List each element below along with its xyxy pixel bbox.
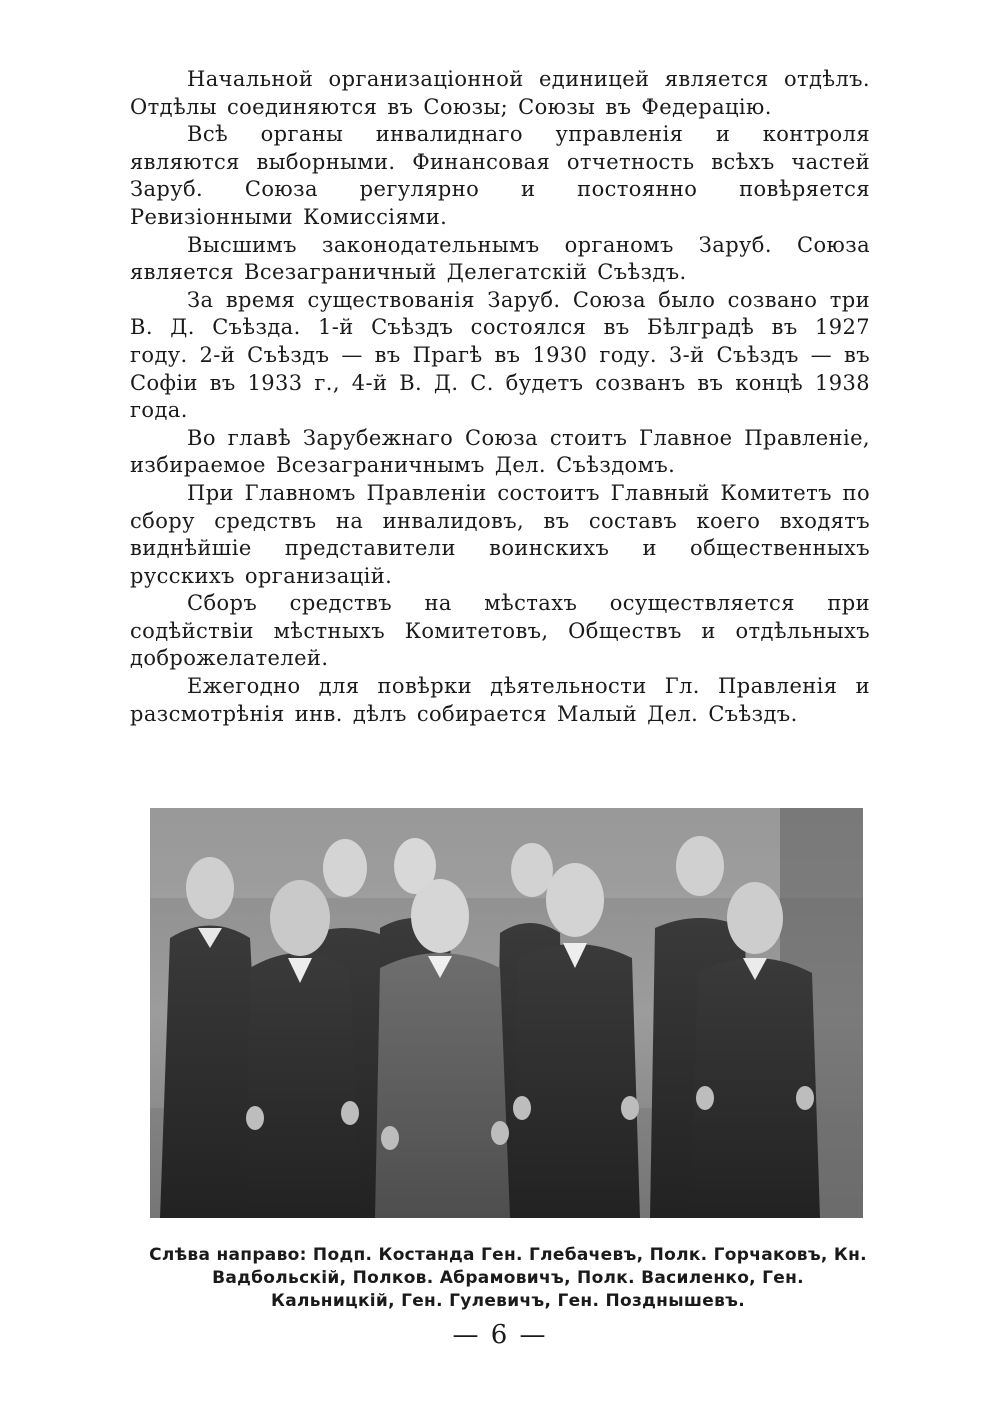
group-photograph (150, 808, 863, 1218)
paragraph: Начальной организаціонной единицей является отдѣлъ. Отдѣлы соединяются въ Союзы; Союзы въ Федерацію. (130, 67, 870, 119)
paragraph: Всѣ органы инвалиднаго управленія и контроля являются выборными. Финансовая отчетность всѣхъ частей Заруб. Союза регулярно и постоянно повѣряется Ревизіонными Комиссіями. (130, 122, 870, 229)
paragraph: Во главѣ Зарубежнаго Союза стоитъ Главное Правленіе, избираемое Всезаграничнымъ Дел. Съѣздомъ. (130, 425, 870, 478)
paragraph: За время существованія Заруб. Союза было созвано три В. Д. Съѣзда. 1-й Съѣздъ состоялся въ Бѣлградѣ въ 1927 году. 2-й Съѣздъ — въ Прагѣ въ 1930 году. 3-й Съѣздъ — въ Софіи въ 1933 г., 4-й В. Д. С. будетъ созванъ въ концѣ 1938 года. (130, 287, 870, 423)
paragraph: Высшимъ законодательнымъ органомъ Заруб. Союза является Всезаграничный Делегатскій Съѣздъ. (130, 232, 870, 285)
photo-caption: Слѣва направо: Подп. Костанда Ген. Глебачевъ, Полк. Горчаковъ, Кн. Вадбольскій, Полков. Абрамовичъ, Полк. Василенко, Ген. Кальницкій, Ген. Гулевичъ, Ген. Позднышевъ. (149, 1245, 867, 1311)
page-number: — 6 — (452, 1320, 548, 1350)
body-text (130, 66, 870, 728)
paragraph: Сборъ средствъ на мѣстахъ осуществляется при содѣйствіи мѣстныхъ Комитетовъ, Обществъ и отдѣльныхъ доброжелателей. (130, 591, 870, 671)
paragraph: При Главномъ Правленіи состоитъ Главный Комитетъ по сбору средствъ на инвалидовъ, въ составъ коего входятъ виднѣйшіе представители воинскихъ и общественныхъ русскихъ организацій. (130, 480, 870, 588)
paragraph: Ежегодно для повѣрки дѣятельности Гл. Правленія и разсмотрѣнія инв. дѣлъ собирается Малый Дел. Съѣздъ. (130, 674, 870, 726)
